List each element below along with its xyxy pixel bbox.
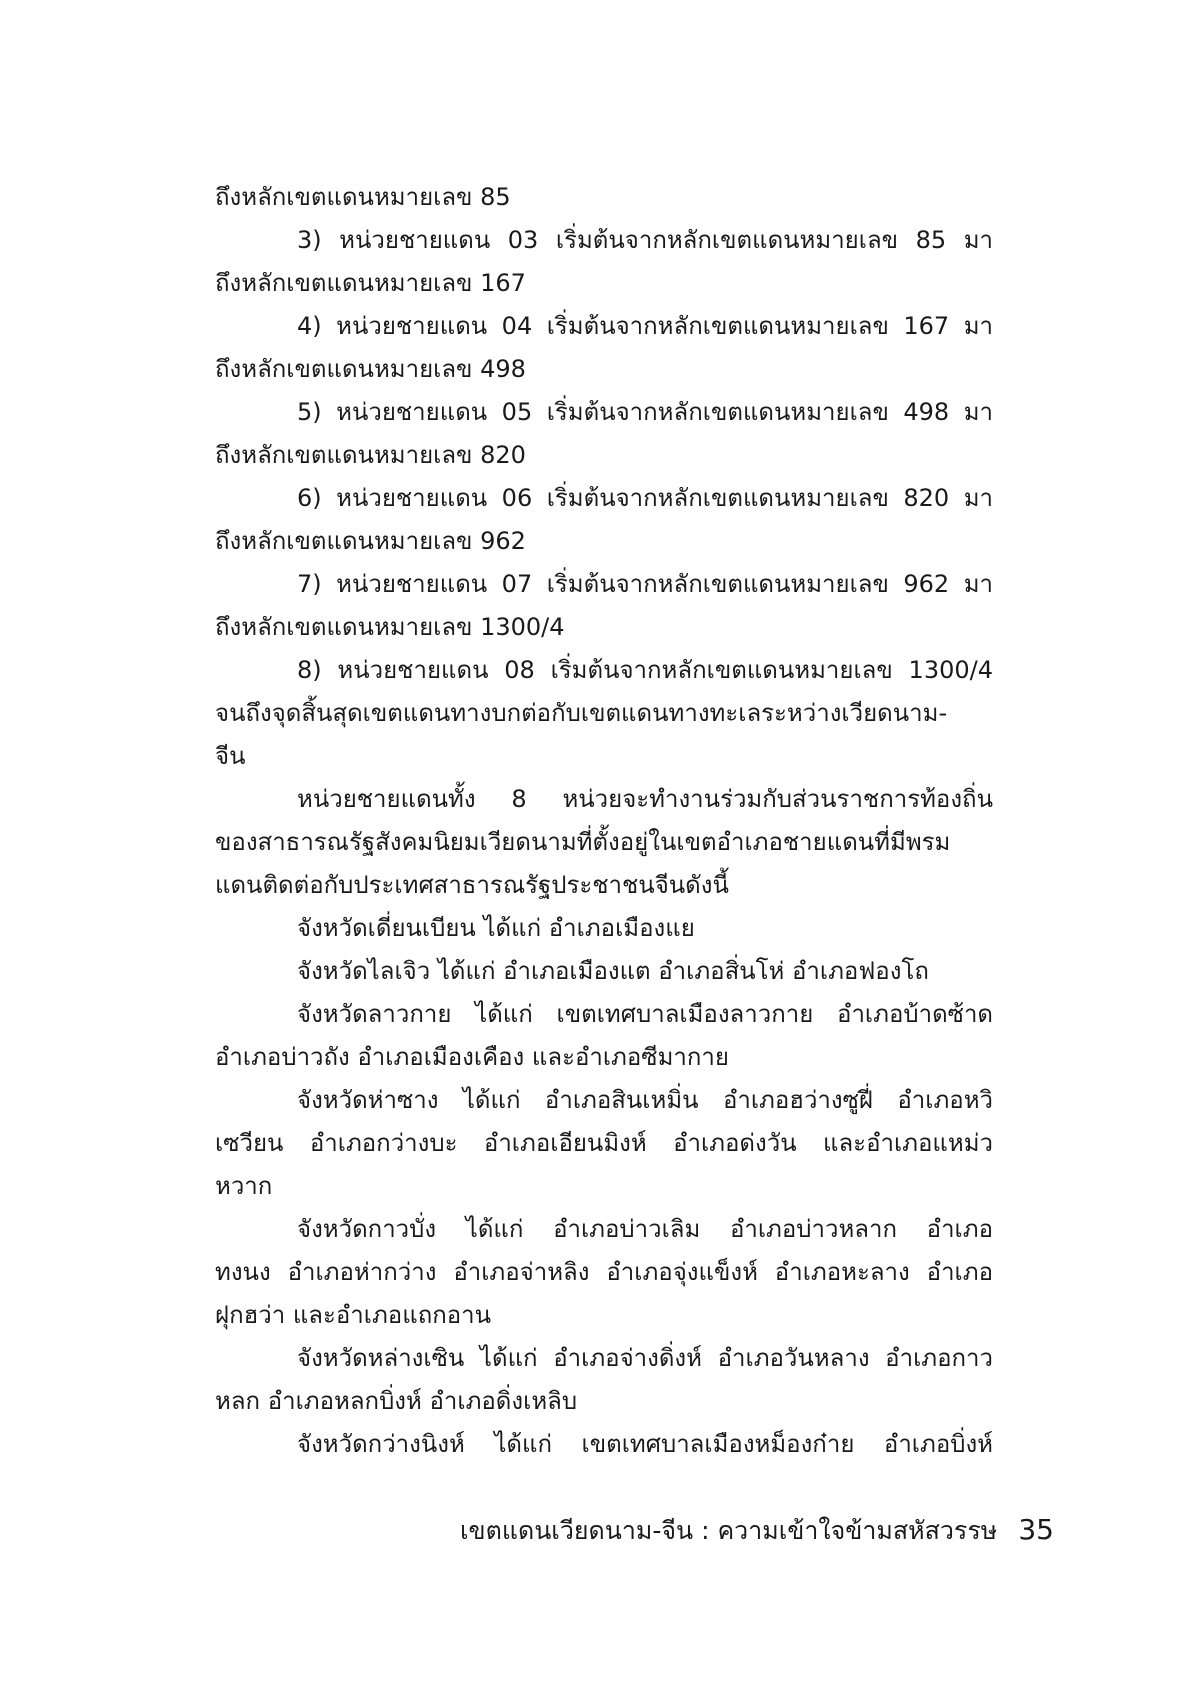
body-text xyxy=(215,176,993,1466)
text-line: หลก อำเภอหลกบิ่งห์ อำเภอดิ่งเหลิบ xyxy=(215,1387,578,1415)
text-line: ของสาธารณรัฐสังคมนิยมเวียดนามที่ตั้งอยู่ในเขตอำเภอชายแดนที่มีพรม xyxy=(215,828,951,856)
text-line: ถึงหลักเขตแดนหมายเลข 167 xyxy=(215,269,526,297)
text-line: 8) หน่วยชายแดน 08 เริ่มต้นจากหลักเขตแดนหมายเลข 1300/4 xyxy=(297,656,993,684)
text-line: จังหวัดกว่างนิงห์ ได้แก่ เขตเทศบาลเมืองหม็องก๋าย อำเภอบิ่งห์ xyxy=(297,1430,993,1458)
page-number: 35 xyxy=(1018,1513,1054,1546)
text-line: จนถึงจุดสิ้นสุดเขตแดนทางบกต่อกับเขตแดนทางทะเลระหว่างเวียดนาม- xyxy=(215,699,948,727)
text-line: ถึงหลักเขตแดนหมายเลข 85 xyxy=(215,183,511,211)
text-line: 3) หน่วยชายแดน 03 เริ่มต้นจากหลักเขตแดนหมายเลข 85 มา xyxy=(297,226,993,254)
text-line: จังหวัดไลเจิว ได้แก่ อำเภอเมืองแต อำเภอสิ่นโห่ อำเภอฟองโถ xyxy=(297,957,929,985)
text-line: 4) หน่วยชายแดน 04 เริ่มต้นจากหลักเขตแดนหมายเลข 167 มา xyxy=(297,312,993,340)
text-line: จีน xyxy=(215,742,246,770)
text-line: ถึงหลักเขตแดนหมายเลข 820 xyxy=(215,441,526,469)
text-line: จังหวัดกาวบั่ง ได้แก่ อำเภอบ่าวเลิม อำเภอบ่าวหลาก อำเภอ xyxy=(297,1215,993,1243)
text-line: แดนติดต่อกับประเทศสาธารณรัฐประชาชนจีนดังนี้ xyxy=(215,871,729,899)
text-line: ถึงหลักเขตแดนหมายเลข 1300/4 xyxy=(215,613,565,641)
text-line: ทงนง อำเภอห่ากว่าง อำเภอจ่าหลิง อำเภอจุ่งแข็งห์ อำเภอหะลาง อำเภอ xyxy=(215,1258,993,1286)
text-line: จังหวัดห่าซาง ได้แก่ อำเภอสินเหมิ่น อำเภอฮว่างซูฝี่ อำเภอหวิ xyxy=(297,1086,993,1114)
text-line: อำเภอบ่าวถัง อำเภอเมืองเคือง และอำเภอซีมากาย xyxy=(215,1043,729,1071)
running-head: เขตแดนเวียดนาม-จีน : ความเข้าใจข้ามสหัสวรรษ xyxy=(460,1516,998,1545)
text-line: จังหวัดเดี่ยนเบียน ได้แก่ อำเภอเมืองแย xyxy=(297,914,695,942)
text-line: 6) หน่วยชายแดน 06 เริ่มต้นจากหลักเขตแดนหมายเลข 820 มา xyxy=(297,484,993,512)
text-line: ถึงหลักเขตแดนหมายเลข 498 xyxy=(215,355,526,383)
text-line: เซวียน อำเภอกว่างบะ อำเภอเอียนมิงห์ อำเภอด่งวัน และอำเภอแหม่ว xyxy=(215,1129,993,1157)
page-footer xyxy=(460,1510,1054,1550)
text-line: จังหวัดหล่างเซิน ได้แก่ อำเภอจ่างดิ่งห์ อำเภอวันหลาง อำเภอกาว xyxy=(297,1344,993,1372)
text-line: หวาก xyxy=(215,1172,273,1200)
text-line: 5) หน่วยชายแดน 05 เริ่มต้นจากหลักเขตแดนหมายเลข 498 มา xyxy=(297,398,993,426)
text-line: หน่วยชายแดนทั้ง 8 หน่วยจะทำงานร่วมกับส่วนราชการท้องถิ่น xyxy=(297,785,993,813)
text-line: ฝุกฮว่า และอำเภอแถกอาน xyxy=(215,1301,492,1329)
text-line: ถึงหลักเขตแดนหมายเลข 962 xyxy=(215,527,526,555)
text-line: 7) หน่วยชายแดน 07 เริ่มต้นจากหลักเขตแดนหมายเลข 962 มา xyxy=(297,570,993,598)
text-line: จังหวัดลาวกาย ได้แก่ เขตเทศบาลเมืองลาวกาย อำเภอบ้าดซ้าด xyxy=(297,1000,993,1028)
